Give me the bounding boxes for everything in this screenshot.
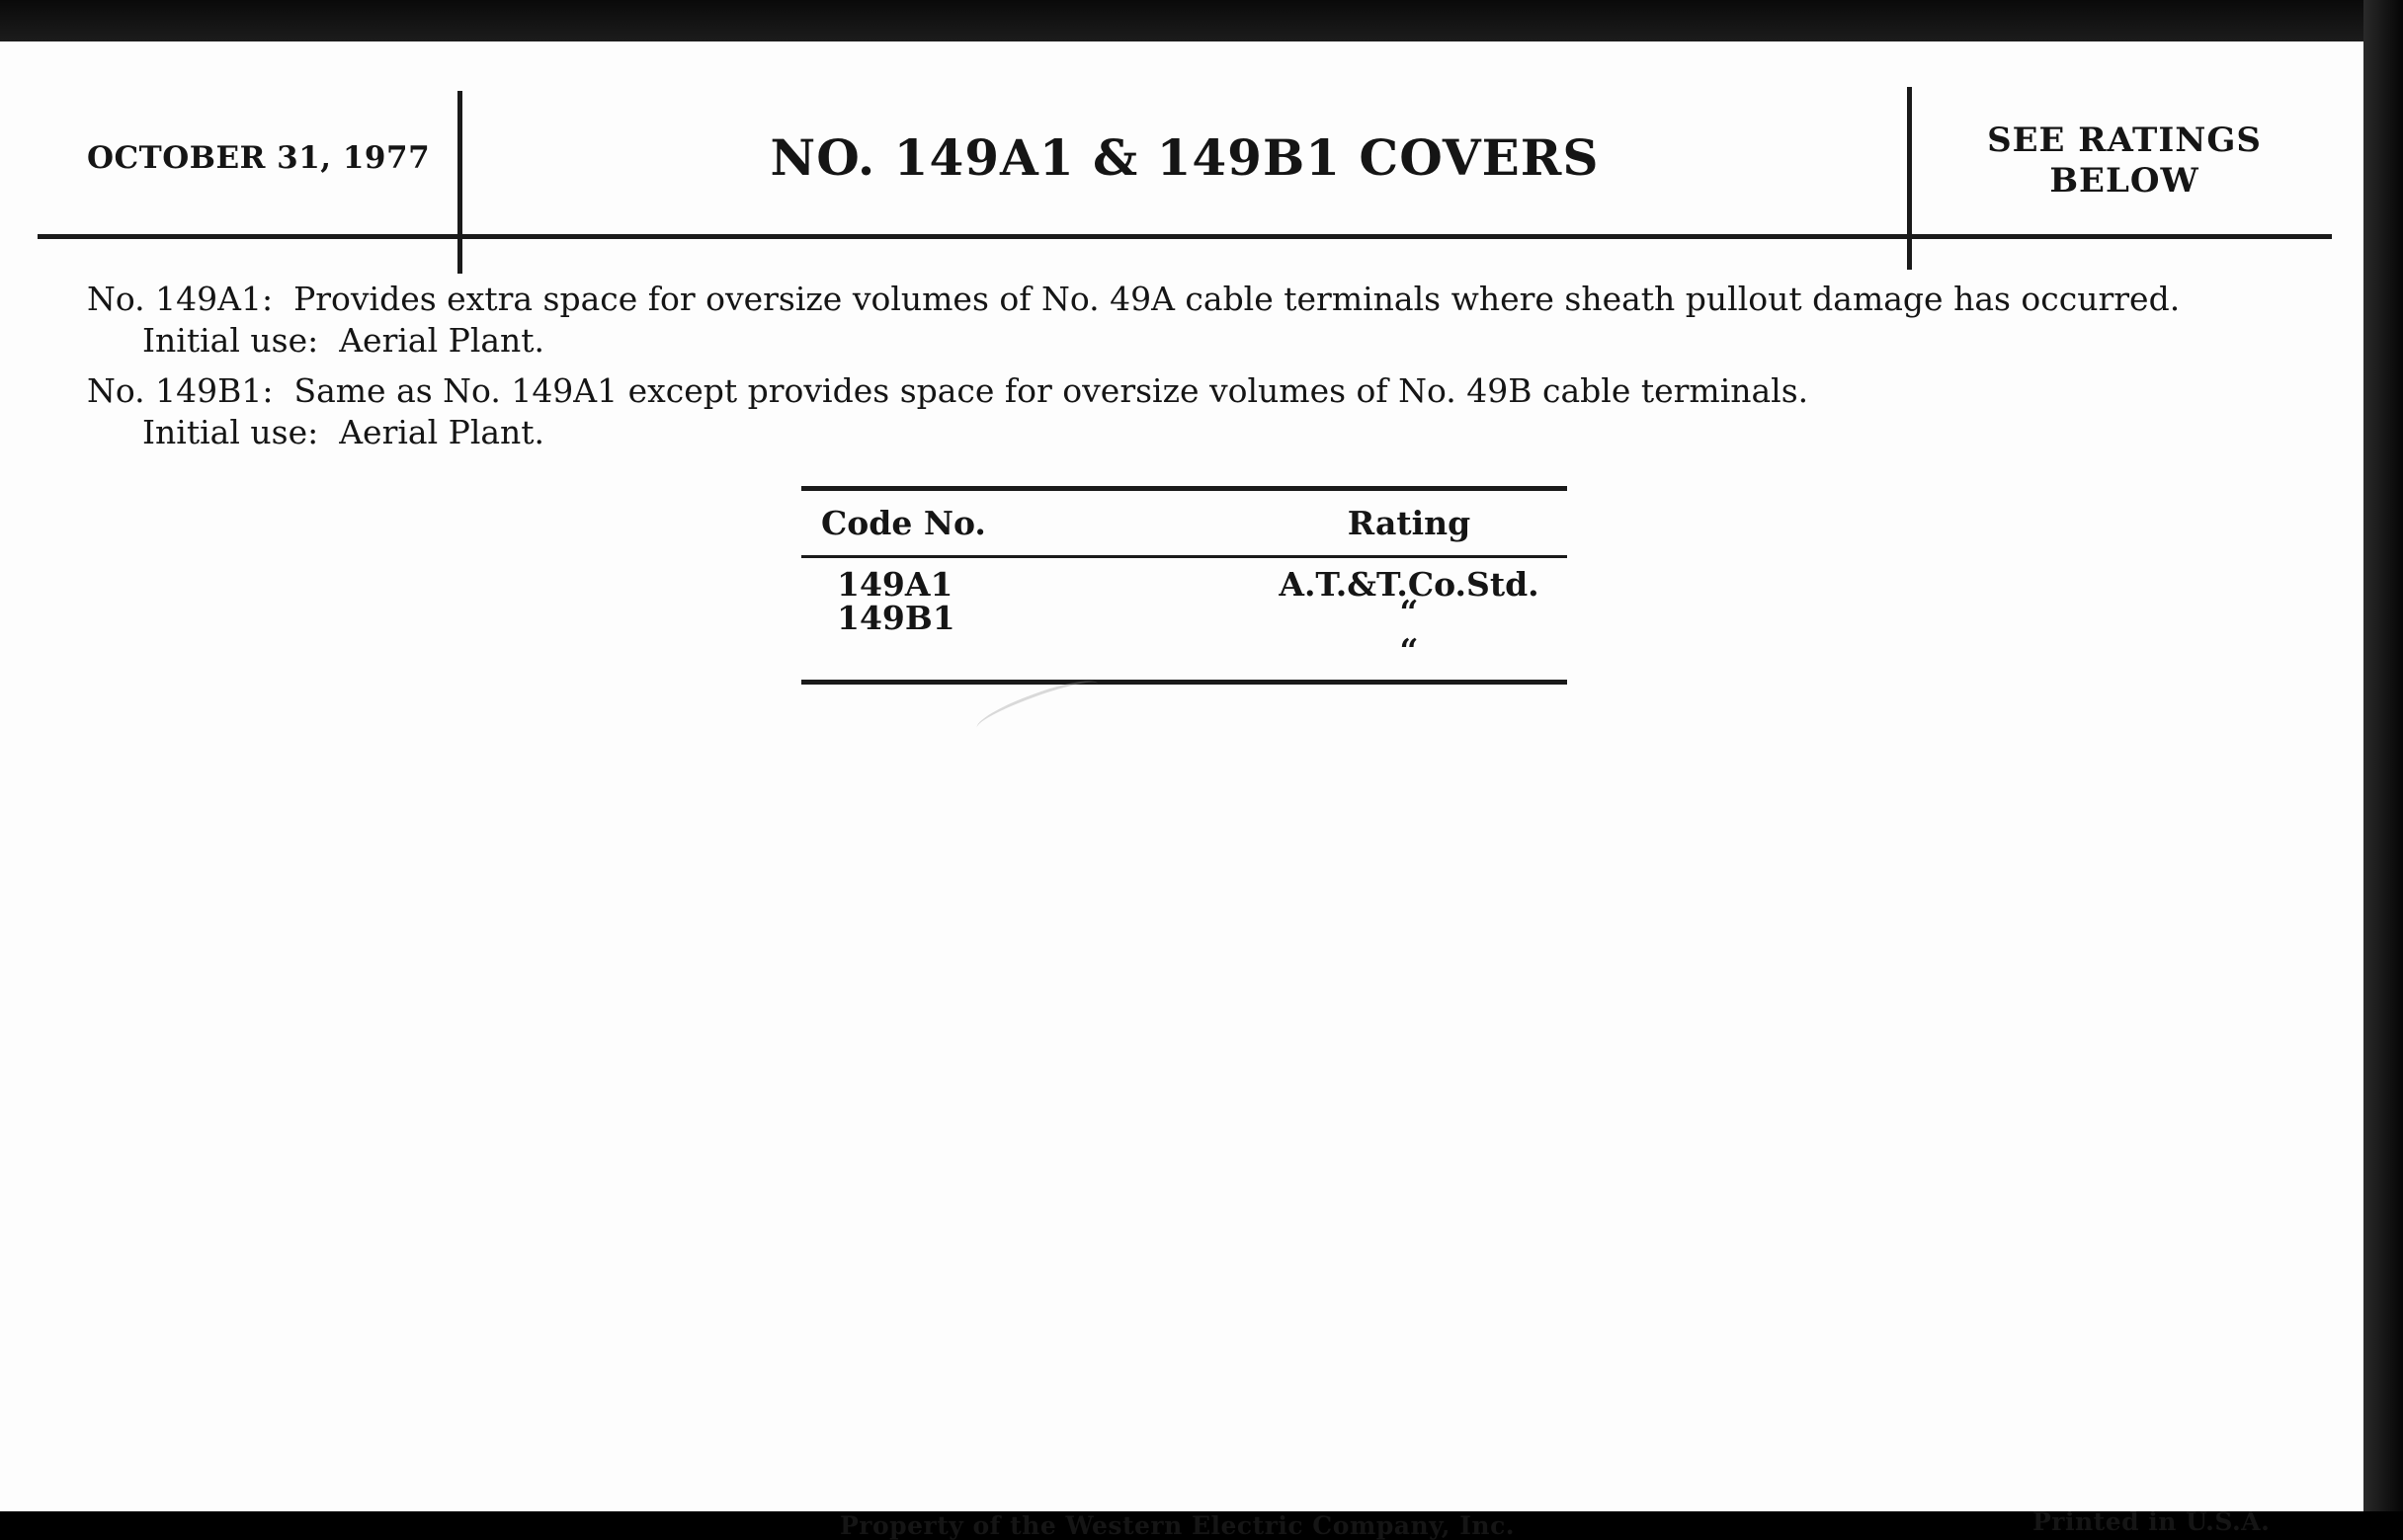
table-cell-code: 149A1 bbox=[837, 565, 953, 604]
table-cell-rating: A.T.&T.Co.Std. bbox=[1279, 565, 1539, 604]
ratings-note-line-1: SEE RATINGS bbox=[1987, 121, 2262, 160]
description-line bbox=[87, 370, 1808, 412]
footer-printed-in: Printed in U.S.A. bbox=[2032, 1507, 2271, 1536]
table-cell-rating: “ “ bbox=[1399, 593, 1518, 670]
ratings-note-line-2: BELOW bbox=[2049, 161, 2199, 201]
description-text: Provides extra space for oversize volumes of No. 49A cable terminals where sheath pullout damage has occurred. bbox=[293, 280, 2181, 318]
table-rule-header bbox=[801, 555, 1567, 558]
description-text: Same as No. 149A1 except provides space for oversize volumes of No. 49B cable terminals. bbox=[293, 371, 1809, 410]
document-card bbox=[0, 41, 2363, 1540]
header-rule bbox=[38, 234, 2332, 239]
scan-border-top bbox=[0, 0, 2403, 41]
header-divider-right bbox=[1907, 87, 1912, 270]
scan-border-right bbox=[2363, 0, 2403, 1511]
initial-use-value: Aerial Plant. bbox=[339, 413, 545, 451]
table-header-code: Code No. bbox=[821, 504, 986, 542]
header-ratings-note bbox=[1966, 121, 2282, 202]
description-149b1 bbox=[87, 370, 1808, 453]
description-label: No. 149A1: bbox=[87, 280, 274, 318]
table-row bbox=[801, 593, 1567, 670]
initial-use-line bbox=[87, 320, 2180, 362]
initial-use-line bbox=[87, 412, 1808, 453]
initial-use-value: Aerial Plant. bbox=[339, 321, 545, 360]
initial-use-label: Initial use: bbox=[142, 413, 319, 451]
page-title: NO. 149A1 & 149B1 COVERS bbox=[770, 128, 1600, 187]
description-line bbox=[87, 279, 2180, 320]
description-149a1 bbox=[87, 279, 2180, 362]
header-date: OCTOBER 31, 1977 bbox=[87, 140, 431, 176]
table-cell-code: 149B1 bbox=[837, 599, 955, 637]
table-header-rating: Rating bbox=[1347, 504, 1471, 542]
footer-property-notice: Property of the Western Electric Company, Inc. bbox=[840, 1511, 1516, 1540]
table-rule-bottom bbox=[801, 680, 1567, 685]
description-label: No. 149B1: bbox=[87, 371, 274, 410]
table-rule-top bbox=[801, 486, 1567, 491]
initial-use-label: Initial use: bbox=[142, 321, 319, 360]
